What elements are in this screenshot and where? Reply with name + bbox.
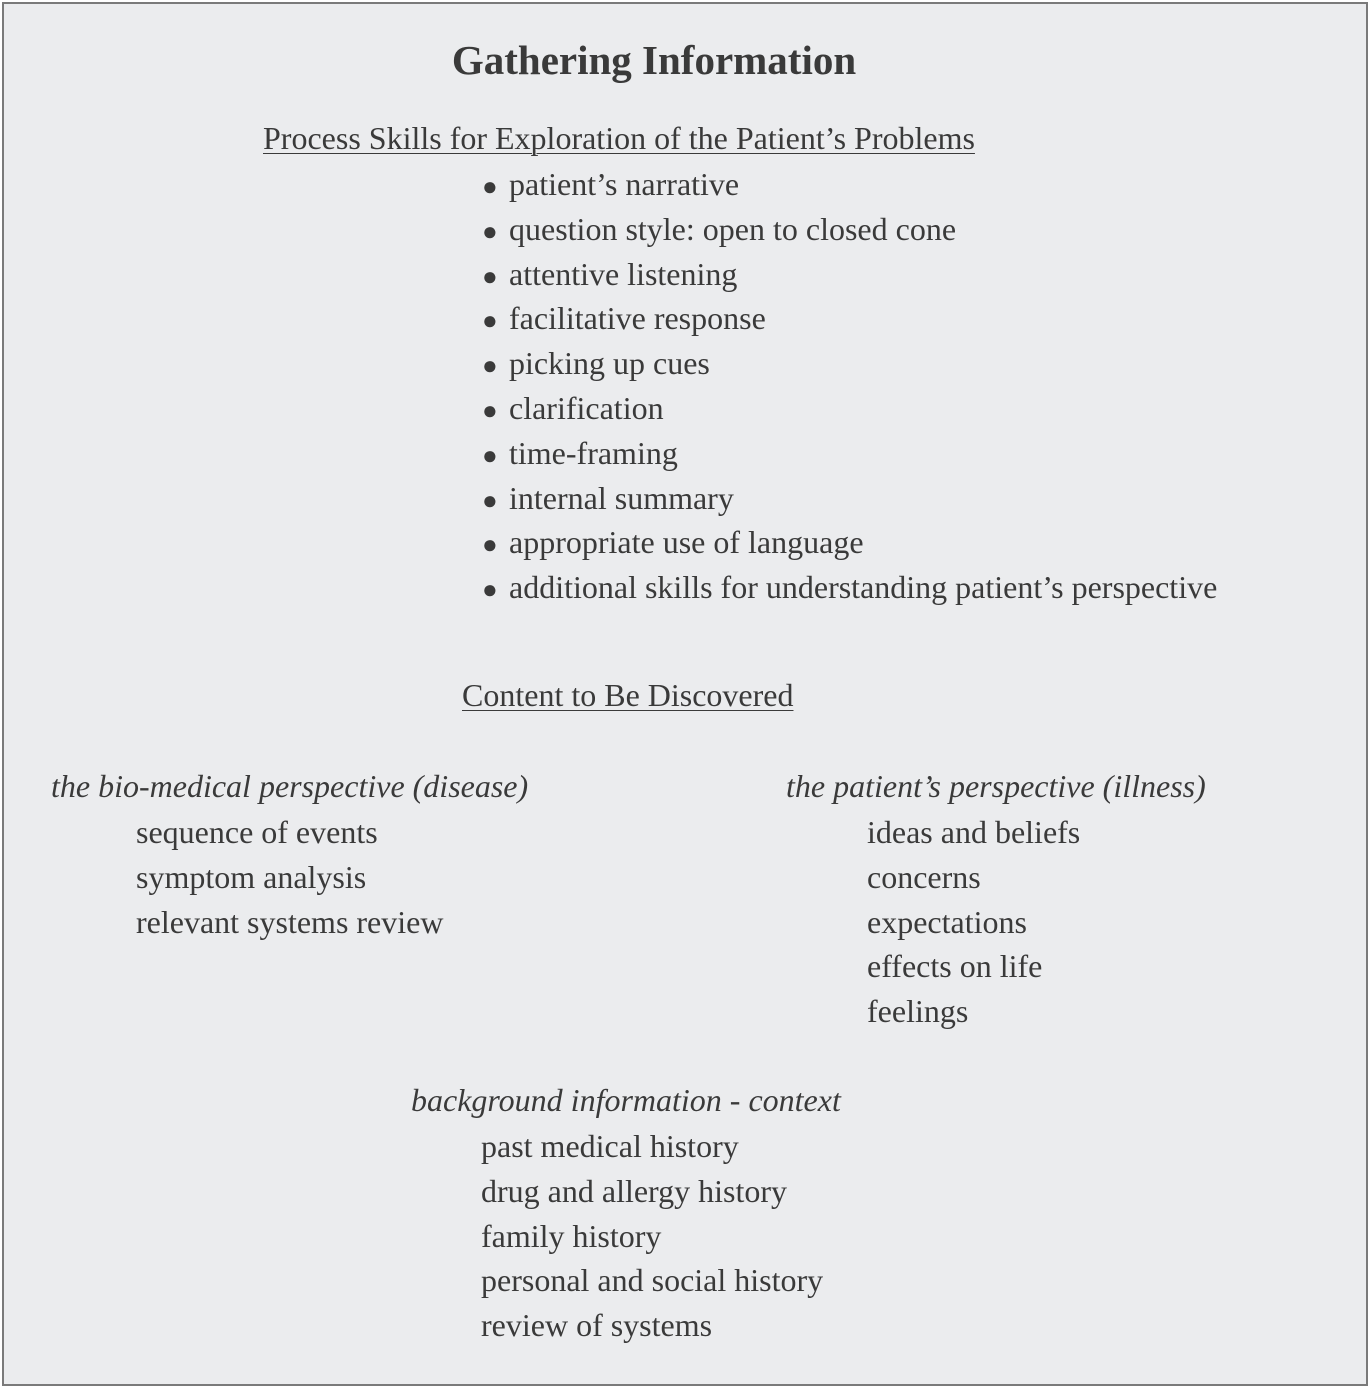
- list-item: ● question style: open to closed cone: [482, 207, 1217, 252]
- bullet-icon: ●: [482, 485, 498, 515]
- bullet-icon: ●: [482, 261, 498, 291]
- bullet-icon: ●: [482, 351, 498, 381]
- list-item: ● additional skills for understanding patient’s perspective: [482, 565, 1217, 610]
- bullet-icon: ●: [482, 440, 498, 470]
- bullet-icon: ●: [482, 172, 498, 201]
- bullet-icon: ●: [482, 530, 498, 560]
- background-list: [481, 1124, 823, 1348]
- patient-perspective-list: [867, 810, 1080, 1034]
- list-item: ● time-framing: [482, 431, 1217, 476]
- biomedical-list: [136, 810, 443, 944]
- patient-perspective-label: the patient’s perspective (illness): [786, 768, 1206, 804]
- list-item: past medical history: [481, 1128, 739, 1164]
- process-skills-heading: Process Skills for Exploration of the Patient’s Problems: [263, 120, 975, 156]
- list-item: expectations: [867, 903, 1027, 940]
- list-item: ideas and beliefs: [867, 814, 1081, 850]
- figure-panel: [2, 2, 1368, 1386]
- process-skills-list: [482, 162, 1217, 610]
- list-item: review of systems: [481, 1307, 713, 1344]
- list-item: ● internal summary: [482, 476, 1217, 521]
- page-title: Gathering Information: [451, 37, 857, 83]
- list-item: ● facilitative response: [482, 296, 1217, 341]
- content-heading: Content to Be Discovered: [462, 677, 794, 713]
- list-item: ● appropriate use of language: [482, 520, 1217, 565]
- list-item: ● attentive listening: [482, 252, 1217, 297]
- list-item: effects on life: [867, 948, 1043, 985]
- list-item: symptom analysis: [136, 858, 367, 895]
- bullet-icon: ●: [482, 575, 498, 605]
- list-item: family history: [481, 1217, 662, 1254]
- list-item: concerns: [867, 858, 981, 895]
- background-label: background information - context: [411, 1082, 841, 1118]
- list-item: ● picking up cues: [482, 341, 1217, 386]
- list-item: personal and social history: [481, 1262, 824, 1299]
- list-item: relevant systems review: [136, 903, 444, 940]
- list-item: ● patient’s narrative: [482, 162, 1217, 207]
- list-item: sequence of events: [136, 814, 378, 850]
- biomedical-label: the bio-medical perspective (disease): [51, 768, 529, 804]
- bullet-icon: ●: [482, 216, 498, 246]
- list-item: ● clarification: [482, 386, 1217, 431]
- bullet-icon: ●: [482, 306, 498, 336]
- bullet-icon: ●: [482, 395, 498, 425]
- list-item: feelings: [867, 993, 969, 1030]
- list-item: drug and allergy history: [481, 1172, 788, 1209]
